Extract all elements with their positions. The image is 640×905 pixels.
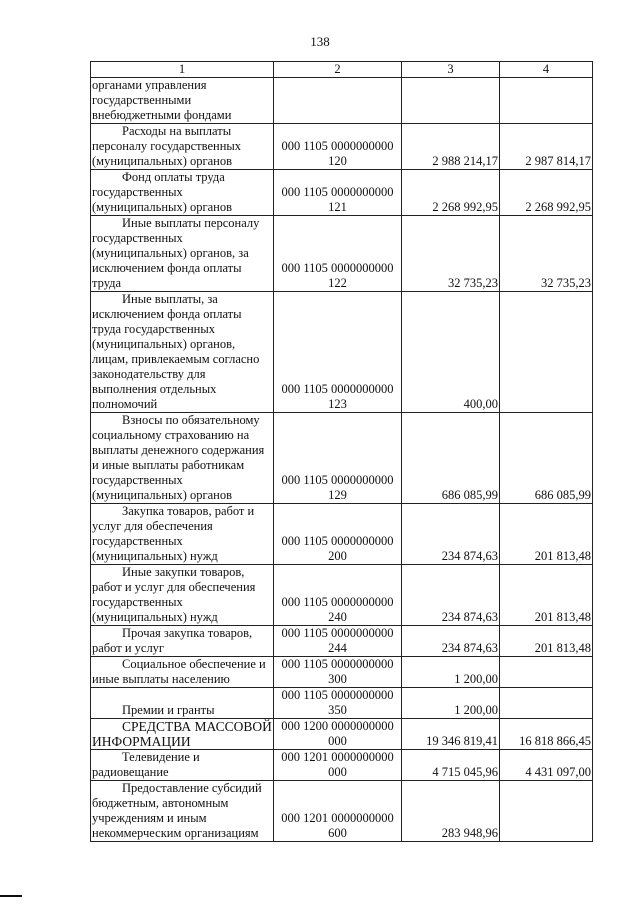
table-row — [91, 170, 593, 216]
row-value-col4: 686 085,99 — [500, 413, 593, 504]
budget-table — [90, 61, 593, 842]
table-row — [91, 688, 593, 719]
row-value-col3: 283 948,96 — [402, 781, 500, 842]
row-code: 000 1105 0000000000 244 — [274, 626, 402, 657]
table-row — [91, 719, 593, 750]
row-code: 000 1105 0000000000 120 — [274, 124, 402, 170]
row-value-col3: 2 268 992,95 — [402, 170, 500, 216]
row-value-col3: 234 874,63 — [402, 565, 500, 626]
row-value-col4: 4 431 097,00 — [500, 750, 593, 781]
footer-mark — [0, 895, 22, 897]
row-code: 000 1105 0000000000 300 — [274, 657, 402, 688]
column-header-4: 4 — [500, 62, 593, 78]
row-code: 000 1200 0000000000 000 — [274, 719, 402, 750]
column-header-1: 1 — [91, 62, 274, 78]
row-code: 000 1105 0000000000 121 — [274, 170, 402, 216]
row-name: Фонд оплаты труда государственных (муниципальных) органов — [91, 170, 274, 216]
row-value-col3: 1 200,00 — [402, 657, 500, 688]
row-name: органами управления государственными внебюджетными фондами — [91, 78, 274, 124]
row-name: Иные закупки товаров, работ и услуг для обеспечения государственных (муниципальных) нужд — [91, 565, 274, 626]
row-value-col4: 16 818 866,45 — [500, 719, 593, 750]
row-name: Иные выплаты, за исключением фонда оплаты труда государственных (муниципальных) органов, лицам, привлекаемым согласно законодательству для выполнения отдельных полномочий — [91, 292, 274, 413]
row-value-col3: 2 988 214,17 — [402, 124, 500, 170]
row-code: 000 1201 0000000000 600 — [274, 781, 402, 842]
row-name: Иные выплаты персоналу государственных (муниципальных) органов, за исключением фонда оплаты труда — [91, 216, 274, 292]
table-row — [91, 413, 593, 504]
page-number: 138 — [310, 34, 330, 49]
row-value-col4: 32 735,23 — [500, 216, 593, 292]
row-value-col4 — [500, 657, 593, 688]
row-value-col4: 201 813,48 — [500, 504, 593, 565]
row-value-col4: 2 268 992,95 — [500, 170, 593, 216]
table-row — [91, 216, 593, 292]
row-name: Предоставление субсидий бюджетным, автономным учреждениям и иным некоммерческим организациям — [91, 781, 274, 842]
row-code: 000 1105 0000000000 200 — [274, 504, 402, 565]
row-name: Расходы на выплаты персоналу государственных (муниципальных) органов — [91, 124, 274, 170]
table-row — [91, 504, 593, 565]
row-code: 000 1201 0000000000 000 — [274, 750, 402, 781]
row-name: Телевидение и радиовещание — [91, 750, 274, 781]
row-value-col3 — [402, 78, 500, 124]
row-code: 000 1105 0000000000 240 — [274, 565, 402, 626]
table-row — [91, 626, 593, 657]
table-header-row — [91, 62, 593, 78]
table-row — [91, 781, 593, 842]
row-name: Закупка товаров, работ и услуг для обеспечения государственных (муниципальных) нужд — [91, 504, 274, 565]
row-value-col4 — [500, 688, 593, 719]
table-row — [91, 750, 593, 781]
row-value-col4: 201 813,48 — [500, 626, 593, 657]
row-value-col4: 2 987 814,17 — [500, 124, 593, 170]
row-code: 000 1105 0000000000 350 — [274, 688, 402, 719]
table-row — [91, 565, 593, 626]
row-name: Премии и гранты — [91, 688, 274, 719]
row-value-col3: 1 200,00 — [402, 688, 500, 719]
row-code — [274, 78, 402, 124]
row-value-col3: 686 085,99 — [402, 413, 500, 504]
column-header-2: 2 — [274, 62, 402, 78]
row-value-col3: 400,00 — [402, 292, 500, 413]
table-row — [91, 124, 593, 170]
row-code: 000 1105 0000000000 129 — [274, 413, 402, 504]
row-value-col3: 234 874,63 — [402, 626, 500, 657]
row-code: 000 1105 0000000000 123 — [274, 292, 402, 413]
row-value-col3: 19 346 819,41 — [402, 719, 500, 750]
row-code: 000 1105 0000000000 122 — [274, 216, 402, 292]
row-value-col3: 4 715 045,96 — [402, 750, 500, 781]
row-value-col4 — [500, 781, 593, 842]
row-value-col3: 32 735,23 — [402, 216, 500, 292]
table-row — [91, 657, 593, 688]
row-value-col4 — [500, 78, 593, 124]
row-name: Социальное обеспечение и иные выплаты населению — [91, 657, 274, 688]
row-name: СРЕДСТВА МАССОВОЙ ИНФОРМАЦИИ — [92, 719, 276, 749]
row-value-col3: 234 874,63 — [402, 504, 500, 565]
table-row — [91, 78, 593, 124]
row-name: Взносы по обязательному социальному страхованию на выплаты денежного содержания и иные выплаты работникам государственных (муниципальных) органов — [91, 413, 274, 504]
table-body — [91, 78, 593, 842]
row-value-col4: 201 813,48 — [500, 565, 593, 626]
table-row — [91, 292, 593, 413]
row-value-col4 — [500, 292, 593, 413]
row-name: Прочая закупка товаров, работ и услуг — [91, 626, 274, 657]
column-header-3: 3 — [402, 62, 500, 78]
